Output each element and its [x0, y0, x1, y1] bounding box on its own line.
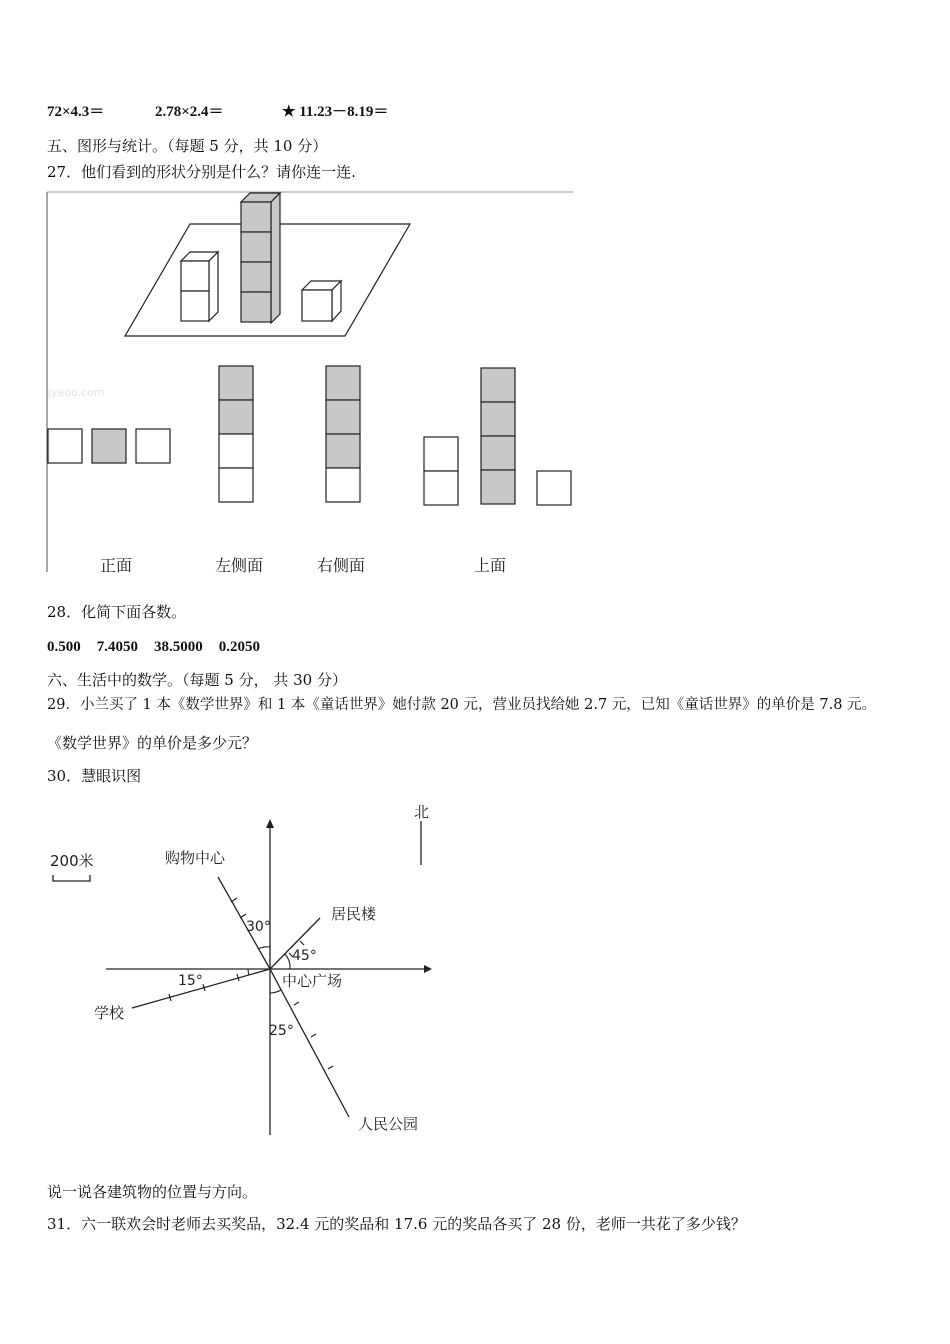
calculation-row — [47, 102, 547, 122]
cubes-figure — [40, 190, 580, 580]
label-park: 人民公园 — [358, 1115, 419, 1133]
section-5-title: 五、图形与统计。（每题 5 分，共 10 分） — [47, 137, 328, 155]
view-option-b — [219, 366, 253, 502]
left-cube-stack — [181, 252, 218, 321]
angle-shopping: 30° — [246, 919, 271, 935]
label-residential: 居民楼 — [331, 905, 377, 923]
middle-cube-stack — [241, 193, 280, 323]
expression-3: ★ 11.23－8.19＝ — [282, 104, 389, 120]
number-1: 0.500 — [47, 639, 81, 655]
question-31: 31．六一联欢会时老师去买奖品，32.4 元的奖品和 17.6 元的奖品各买了 28 份，老师一共花了多少钱？ — [47, 1215, 746, 1233]
view-option-a — [48, 429, 170, 463]
ray-park — [270, 969, 349, 1117]
label-shopping: 购物中心 — [165, 849, 226, 867]
number-2: 7.4050 — [96, 639, 138, 655]
scale-label: 200米 — [50, 852, 94, 870]
expression-1: 72×4.3＝ — [47, 104, 105, 120]
label-school: 学校 — [94, 1004, 125, 1022]
angle-school: 15° — [178, 973, 203, 989]
question-30: 30．慧眼识图 — [47, 767, 142, 785]
question-28: 28．化简下面各数。 — [47, 603, 187, 621]
question-29-line-2: 《数学世界》的单价是多少元？ — [47, 734, 258, 752]
direction-map — [40, 795, 460, 1145]
expression-2: 2.78×2.4＝ — [155, 104, 224, 120]
view-option-d — [424, 368, 571, 505]
question-28-numbers — [47, 636, 276, 657]
question-29-line-1: 29．小兰买了 1 本《数学世界》和 1 本《童话世界》她付款 20 元，营业员找给她 2.7 元，已知《童话世界》的单价是 7.8 元。 — [47, 697, 877, 713]
label-left-side: 左侧面 — [215, 556, 264, 575]
section-6-title: 六、生活中的数学。（每题 5 分， 共 30 分） — [47, 671, 347, 689]
label-front: 正面 — [100, 556, 133, 575]
angle-park: 25° — [269, 1023, 294, 1039]
label-right-side: 右侧面 — [317, 556, 366, 575]
angle-residential: 45° — [292, 948, 317, 964]
north-label: 北 — [414, 803, 430, 821]
watermark: jyeoo.com — [48, 386, 105, 399]
label-top: 上面 — [474, 556, 507, 575]
right-cube — [302, 281, 341, 321]
number-4: 0.2050 — [218, 639, 260, 655]
view-option-c — [326, 366, 360, 502]
label-center: 中心广场 — [282, 972, 343, 990]
question-30-prompt: 说一说各建筑物的位置与方向。 — [47, 1183, 258, 1201]
number-3: 38.5000 — [154, 639, 203, 655]
question-27: 27．他们看到的形状分别是什么？请你连一连. — [47, 163, 356, 181]
